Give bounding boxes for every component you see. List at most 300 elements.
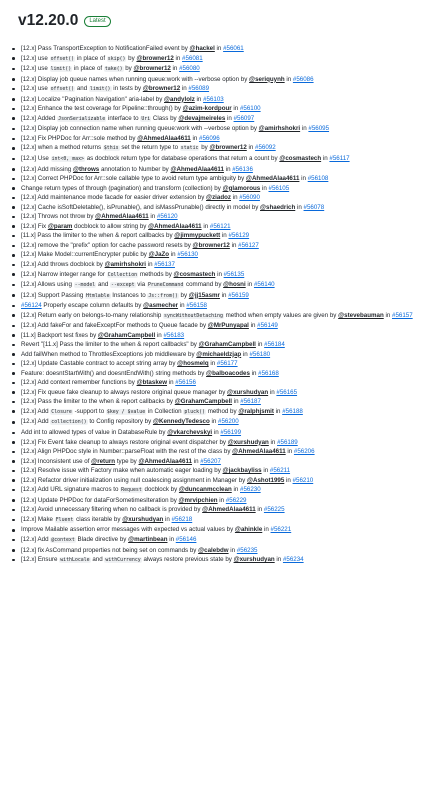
note-text: in: [273, 407, 283, 415]
note-text: in: [201, 222, 210, 230]
note-text: in: [167, 379, 176, 387]
author-link[interactable]: @hosni: [223, 281, 246, 289]
inline-code: PruneCommand: [147, 282, 184, 289]
bullet-icon: [12, 254, 15, 257]
author-link[interactable]: @martinbean: [128, 536, 168, 543]
author-link[interactable]: @GrahamCampbell: [198, 341, 256, 349]
author-link[interactable]: @mrvipchien: [178, 496, 218, 504]
bullet-icon: [12, 98, 15, 101]
note-text: in: [225, 114, 234, 122]
release-notes-list: [10, 44, 430, 566]
note-text: [12.x] Ensure: [21, 556, 60, 564]
bullet-icon: [12, 314, 15, 317]
pull-request-link[interactable]: #56078: [303, 203, 325, 211]
inline-code: Request: [121, 487, 142, 494]
note-text: [12.x] Make Model::currentEncrypter public by: [21, 251, 149, 259]
note-text: [12.x] Throws not throw by: [21, 213, 96, 221]
pull-request-link[interactable]: #56130: [177, 251, 198, 259]
note-text: [12.x] Avoid unnecessary filtering when no callback is provided by: [21, 506, 203, 514]
bullet-icon: [12, 68, 15, 71]
pull-request-link[interactable]: #56095: [308, 125, 330, 133]
note-text: in: [262, 526, 271, 534]
inline-code: skip(): [107, 55, 126, 62]
note-text: docblock by: [142, 486, 179, 494]
note-text: Class by: [151, 114, 179, 122]
release-note-item: [10, 75, 430, 85]
note-text: [12.x] Update Castable contract to accept string array by: [21, 360, 178, 368]
author-link[interactable]: @param: [47, 222, 73, 230]
bullet-icon: [12, 108, 15, 111]
pull-request-link[interactable]: #56218: [171, 515, 193, 523]
bullet-icon: [12, 57, 15, 60]
note-text: [12.x] Return early on belongs-to-many relationship: [21, 311, 164, 319]
pull-request-link[interactable]: #56230: [240, 486, 261, 494]
author-link[interactable]: @AhmedAlaa4611: [95, 213, 149, 221]
author-link[interactable]: @glamorous: [222, 184, 261, 192]
note-text: class iterable by: [74, 515, 123, 523]
inline-code: --model: [74, 282, 96, 289]
release-note-item: [10, 555, 430, 566]
pull-request-link[interactable]: #56081: [182, 54, 203, 62]
release-note-item: [10, 466, 430, 476]
inline-code: $this: [103, 145, 119, 152]
author-link[interactable]: @amirhshokri: [104, 261, 147, 269]
note-text: Revert "[11.x] Pass the limiter to the when & report callbacks" by: [21, 341, 199, 349]
note-text: in: [228, 546, 237, 554]
note-text: and: [75, 85, 89, 93]
note-text: docblock to allow string by: [72, 222, 149, 230]
pull-request-link[interactable]: #56206: [293, 448, 315, 456]
inline-code: --except: [111, 282, 135, 289]
note-text: in: [215, 270, 224, 278]
pull-request-link[interactable]: #56180: [249, 350, 271, 358]
release-note-item: [10, 407, 430, 418]
release-note-item: [10, 64, 430, 75]
note-text: type by: [115, 457, 139, 465]
note-text: [11.x] Pass the limiter to the when & report callbacks by: [21, 232, 175, 240]
release-note-item: [10, 270, 430, 281]
note-text: in: [190, 134, 199, 142]
author-link[interactable]: @azim-kordpour: [182, 105, 232, 113]
pull-request-link[interactable]: #56127: [238, 241, 259, 249]
pull-request-link[interactable]: #56136: [232, 165, 253, 173]
pull-request-link[interactable]: #56121: [209, 222, 231, 230]
release-note-item: [10, 250, 430, 260]
pull-request-link[interactable]: #56092: [255, 144, 276, 152]
release-note-item: [10, 378, 430, 388]
note-text: in: [268, 388, 277, 396]
note-text: in: [219, 291, 229, 299]
note-text: [12.x] Refactor driver initialization using null coalescing assignment in Manager by: [21, 476, 247, 484]
note-text: [12.x] Display job queue names when running queue:work with --verbose option by: [21, 75, 250, 83]
inline-code: limit(): [50, 66, 72, 73]
pull-request-link[interactable]: #56221: [270, 526, 292, 534]
note-text: [12.x] Fix queue fake cleanup to always restore original queue manager by: [21, 388, 228, 396]
note-text: in: [255, 506, 264, 514]
pull-request-link[interactable]: #56120: [156, 213, 178, 221]
pull-request-link[interactable]: #56135: [223, 270, 245, 278]
note-text: in: [284, 476, 293, 484]
note-text: in: [268, 438, 278, 446]
release-note-item: [10, 241, 430, 251]
note-text: -support to: [72, 407, 106, 415]
author-link[interactable]: @MrPunyapal: [207, 321, 249, 329]
author-link[interactable]: @KennedyTedesco: [152, 418, 210, 426]
author-link[interactable]: @browner12: [192, 241, 230, 249]
inline-code: withCurrency: [105, 557, 141, 564]
author-link[interactable]: @shaedrich: [260, 203, 296, 211]
pull-request-link[interactable]: #56097: [233, 114, 255, 122]
release-note-item: [10, 397, 430, 407]
release-note-item: [10, 95, 430, 105]
note-text: Add int to allowed types of value in DatabaseRule by: [21, 428, 168, 436]
author-link[interactable]: @xurshudyan: [233, 556, 275, 564]
release-note-item: [10, 447, 430, 457]
author-link[interactable]: @AhmedAlaa4611: [138, 457, 192, 465]
note-text: always restore previous state by: [141, 556, 234, 564]
release-note-item: [10, 546, 430, 556]
bullet-icon: [12, 273, 15, 276]
note-text: in: [249, 369, 259, 377]
inline-code: @context: [51, 537, 75, 543]
note-text: [12.x] Enhance the test coverage for Pipeline::through() by: [21, 105, 183, 113]
note-text: in: [383, 311, 392, 319]
release-note-item: [10, 359, 430, 369]
pull-request-link[interactable]: #56146: [175, 536, 197, 543]
note-text: [12.x] fix AsCommand properties not being set on commands by: [21, 546, 199, 554]
note-text: in: [248, 321, 258, 329]
pull-request-link[interactable]: #56183: [163, 331, 185, 339]
note-text: [12.x] Add missing: [21, 165, 73, 173]
inline-code: collection(): [51, 419, 87, 426]
note-text: [12.x] Fix: [21, 222, 48, 230]
bullet-icon: [12, 294, 15, 297]
bullet-icon: [12, 235, 15, 238]
author-link[interactable]: @AhmedAlaa4611: [148, 222, 202, 230]
release-note-item: [10, 485, 430, 496]
bullet-icon: [12, 401, 15, 404]
bullet-icon: [12, 197, 15, 200]
release-header: [18, 10, 111, 32]
release-note-item: [10, 428, 430, 438]
author-link[interactable]: @AhmedAlaa4611: [202, 506, 256, 514]
note-text: by: [126, 54, 137, 62]
note-text: by: [199, 144, 210, 152]
author-link[interactable]: @vkarchevskyi: [167, 428, 213, 436]
pull-request-link[interactable]: #56157: [392, 311, 413, 319]
pull-request-link[interactable]: #56189: [277, 438, 298, 446]
pull-request-link[interactable]: #56184: [264, 341, 285, 349]
author-link[interactable]: @AhmedAlaa4611: [137, 134, 191, 142]
author-link[interactable]: @devajmeireles: [178, 114, 226, 122]
pull-request-link[interactable]: #56158: [186, 302, 207, 310]
pull-request-link[interactable]: #56210: [292, 476, 314, 484]
note-text: [12.x] Add URL signature macros to: [21, 486, 121, 494]
pull-request-link[interactable]: #56090: [239, 194, 260, 202]
bullet-icon: [12, 539, 15, 542]
note-text: in: [255, 341, 265, 349]
bullet-icon: [12, 529, 15, 532]
author-link[interactable]: @jimmypuckett: [174, 232, 221, 240]
note-text: annotation to Number by: [99, 165, 171, 173]
note-text: [12.x] Resolve issue with Factory make when automatic eager loading by: [21, 467, 223, 475]
bullet-icon: [12, 138, 15, 141]
note-text: [12.x] Localize "Pagination Navigation" aria-label by: [21, 95, 165, 103]
pull-request-link[interactable]: #56140: [253, 281, 275, 289]
pull-request-link[interactable]: #56235: [236, 546, 258, 554]
pull-request-link[interactable]: #56096: [199, 134, 220, 142]
release-note-item: [10, 505, 430, 515]
note-text: in: [180, 85, 189, 93]
note-text: Feature: doesntStartWith() and doesntEndWith() string methods by: [21, 369, 207, 377]
author-link[interactable]: @ralphjsmit: [238, 407, 274, 415]
pull-request-link[interactable]: #56100: [239, 105, 261, 113]
note-text: via: [135, 281, 147, 289]
pull-request-link[interactable]: #56156: [175, 379, 196, 387]
bullet-icon: [12, 128, 15, 131]
author-link[interactable]: @btaskew: [136, 379, 168, 387]
note-text: [12.x] Make: [21, 515, 55, 523]
author-link[interactable]: @xurshudyan: [227, 388, 269, 396]
author-link[interactable]: @duncanmcclean: [178, 486, 232, 494]
bullet-icon: [12, 206, 15, 209]
note-text: in: [295, 203, 304, 211]
bullet-icon: [12, 78, 15, 81]
bullet-icon: [12, 48, 15, 51]
author-link[interactable]: @seriquynh: [249, 75, 285, 83]
note-text: in: [231, 486, 240, 494]
note-text: in: [321, 155, 330, 163]
note-text: by: [178, 291, 189, 299]
author-link[interactable]: @AhmedAlaa4611: [170, 165, 224, 173]
inline-code: Js::from(): [148, 292, 178, 299]
author-link[interactable]: @hackel: [189, 45, 215, 52]
release-note-item: [10, 515, 430, 526]
author-link[interactable]: @GrahamCampbell: [174, 398, 233, 406]
note-text: in: [148, 213, 157, 221]
bullet-icon: [12, 334, 15, 337]
bullet-icon: [12, 264, 15, 267]
note-text: in: [214, 45, 224, 52]
bullet-icon: [12, 499, 15, 502]
inline-code: offset(): [50, 86, 75, 93]
bullet-icon: [12, 187, 15, 190]
author-link[interactable]: @return: [91, 457, 116, 465]
note-text: in: [178, 302, 187, 310]
author-link[interactable]: @Ashot1995: [246, 476, 285, 484]
note-text: [11.x] Backport test fixes by: [21, 331, 98, 339]
author-link[interactable]: @browner12: [136, 54, 174, 62]
bullet-icon: [12, 432, 15, 435]
bullet-icon: [12, 372, 15, 375]
note-text: in: [284, 75, 293, 83]
note-text: method by: [205, 407, 239, 415]
release-note-item: [10, 476, 430, 486]
author-link[interactable]: @xurshudyan: [122, 515, 164, 523]
note-text: [12.x] Fix Event fake cleanup to always restore original event dispatcher by: [21, 438, 228, 446]
note-text: [12.x] Add: [21, 536, 51, 543]
author-link[interactable]: @browner12: [142, 85, 181, 93]
note-text: in: [212, 428, 221, 436]
note-text: Instances to: [110, 291, 148, 299]
pull-request-link[interactable]: #56086: [292, 75, 314, 83]
note-text: in Collection: [146, 407, 184, 415]
note-text: [12.x] Allows using: [21, 281, 74, 289]
bullet-icon: [12, 549, 15, 552]
author-link[interactable]: @calebdw: [198, 546, 229, 554]
note-text: [12.x] Added: [21, 114, 58, 122]
pull-request-link[interactable]: #56129: [228, 232, 250, 240]
pull-request-link[interactable]: #56061: [223, 45, 244, 52]
bullet-icon: [12, 509, 15, 512]
note-text: [12.x] Add throws docblock by: [21, 261, 105, 269]
note-text: in: [229, 241, 239, 249]
pull-request-link[interactable]: #56124: [21, 302, 42, 310]
pull-request-link[interactable]: #56211: [269, 467, 291, 475]
note-text: [12.x] Narrow integer range for: [21, 270, 107, 278]
author-link[interactable]: @michaeldzjap: [196, 350, 242, 358]
bullet-icon: [12, 344, 15, 347]
author-link[interactable]: @browner12: [133, 65, 171, 73]
pull-request-link[interactable]: #56188: [282, 407, 303, 415]
pull-request-link[interactable]: #56103: [203, 95, 224, 103]
author-link[interactable]: @balboacodes: [206, 369, 250, 377]
author-link[interactable]: @jackbayliss: [222, 467, 262, 475]
latest-badge: Latest: [84, 16, 110, 27]
release-note-item: [10, 174, 430, 184]
bullet-icon: [12, 325, 15, 328]
note-text: in place of: [72, 65, 104, 73]
note-text: in: [191, 457, 201, 465]
author-link[interactable]: @AhmedAlaa4611: [232, 448, 286, 456]
author-link[interactable]: @ziadoz: [206, 194, 231, 202]
pull-request-link[interactable]: #56108: [307, 175, 329, 183]
author-link[interactable]: @JaZo: [148, 251, 170, 259]
release-note-item: [10, 154, 430, 165]
author-link[interactable]: @cosmastech: [173, 270, 216, 278]
release-note-item: [10, 388, 430, 398]
pull-request-link[interactable]: #56137: [154, 261, 175, 269]
inline-code: withLocale: [60, 557, 90, 564]
author-link[interactable]: @GrahamCampbell: [97, 331, 156, 339]
pull-request-link[interactable]: #56080: [179, 65, 200, 73]
pull-request-link[interactable]: #56089: [188, 85, 210, 93]
bullet-icon: [12, 460, 15, 463]
note-text: in place of: [75, 54, 107, 62]
author-link[interactable]: @throws: [72, 165, 100, 173]
bullet-icon: [12, 451, 15, 454]
release-note-item: [10, 496, 430, 506]
note-text: in: [231, 194, 240, 202]
note-text: [12.x] Update PHPDoc for dataForSometimesIteration by: [21, 496, 179, 504]
release-note-item: [10, 193, 430, 203]
note-text: [12.x] remove the "prefix" option for cache password resets by: [21, 241, 193, 249]
author-link[interactable]: @xurshudyan: [227, 438, 269, 446]
author-link[interactable]: @asmecher: [143, 302, 179, 310]
note-text: in: [231, 105, 240, 113]
bullet-icon: [12, 391, 15, 394]
pull-request-link[interactable]: #56117: [329, 155, 350, 163]
pull-request-link[interactable]: #56200: [218, 418, 239, 426]
note-text: in: [285, 448, 294, 456]
note-text: in: [146, 261, 155, 269]
note-text: command by: [184, 281, 224, 289]
note-text: in: [245, 281, 254, 289]
release-note-item: [10, 184, 430, 194]
note-text: [12.x] when a method returns: [21, 144, 103, 152]
note-text: in: [163, 515, 172, 523]
pull-request-link[interactable]: #56165: [276, 388, 298, 396]
pull-request-link[interactable]: #56199: [220, 428, 242, 436]
note-text: [12.x] Use: [21, 155, 51, 163]
pull-request-link[interactable]: #56105: [268, 184, 290, 192]
bullet-icon: [12, 489, 15, 492]
inline-code: Htmlable: [85, 292, 110, 299]
pull-request-link[interactable]: #56149: [257, 321, 278, 329]
note-text: [12.x] Add: [21, 418, 51, 426]
note-text: in: [167, 536, 176, 543]
pull-request-link[interactable]: #56207: [200, 457, 221, 465]
note-text: in: [246, 144, 256, 152]
release-note-item: [10, 438, 430, 448]
pull-request-link[interactable]: #56234: [282, 556, 304, 564]
inline-code: Closure: [51, 408, 72, 415]
author-link[interactable]: @browner12: [209, 144, 247, 152]
author-link[interactable]: @jj15asmr: [188, 291, 220, 299]
release-note-item: [10, 54, 430, 65]
bullet-icon: [12, 421, 15, 424]
inline-code: $key / $value: [106, 408, 146, 415]
note-text: in: [300, 125, 309, 133]
release-note-item: [10, 301, 430, 311]
author-link[interactable]: @stevebauman: [338, 311, 384, 319]
pull-request-link[interactable]: #56168: [258, 369, 279, 377]
author-link[interactable]: @andylolz: [164, 95, 195, 103]
inline-code: JsonSerializable: [58, 115, 106, 122]
inline-code: offset(): [50, 55, 75, 62]
release-note-item: [10, 114, 430, 125]
note-text: by: [123, 65, 134, 73]
note-text: [12.x] Add fakeFor and fakeExceptFor methods to Queue facade by: [21, 321, 208, 329]
release-note-item: [10, 222, 430, 232]
bullet-icon: [12, 158, 15, 161]
note-text: Improve Mailable assertion error messages with expected vs actual values by: [21, 526, 235, 534]
note-text: in: [223, 165, 233, 173]
release-note-item: [10, 321, 430, 331]
release-note-item: [10, 340, 430, 350]
bullet-icon: [12, 410, 15, 413]
pull-request-link[interactable]: #56159: [228, 291, 249, 299]
note-text: in: [261, 467, 270, 475]
release-note-item: [10, 44, 430, 54]
pull-request-link[interactable]: #56225: [263, 506, 285, 514]
release-note-item: [10, 525, 430, 535]
note-text: [12.x] Fix PHPDoc for Arr::sole method by: [21, 134, 138, 142]
author-link[interactable]: @ahinkle: [234, 526, 263, 534]
author-link[interactable]: @AhmedAlaa4611: [245, 175, 300, 183]
author-link[interactable]: @amirhshokri: [258, 125, 301, 133]
author-link[interactable]: @cosmastech: [279, 155, 322, 163]
note-text: to Config repository by: [87, 418, 153, 426]
pull-request-link[interactable]: #56187: [240, 398, 261, 406]
pull-request-link[interactable]: #56229: [225, 496, 247, 504]
pull-request-link[interactable]: #56177: [216, 360, 238, 368]
inline-code: Fluent: [55, 516, 74, 523]
note-text: in: [170, 65, 180, 73]
bullet-icon: [12, 88, 15, 91]
author-link[interactable]: @hosmelq: [177, 360, 209, 368]
release-note-item: [10, 212, 430, 222]
